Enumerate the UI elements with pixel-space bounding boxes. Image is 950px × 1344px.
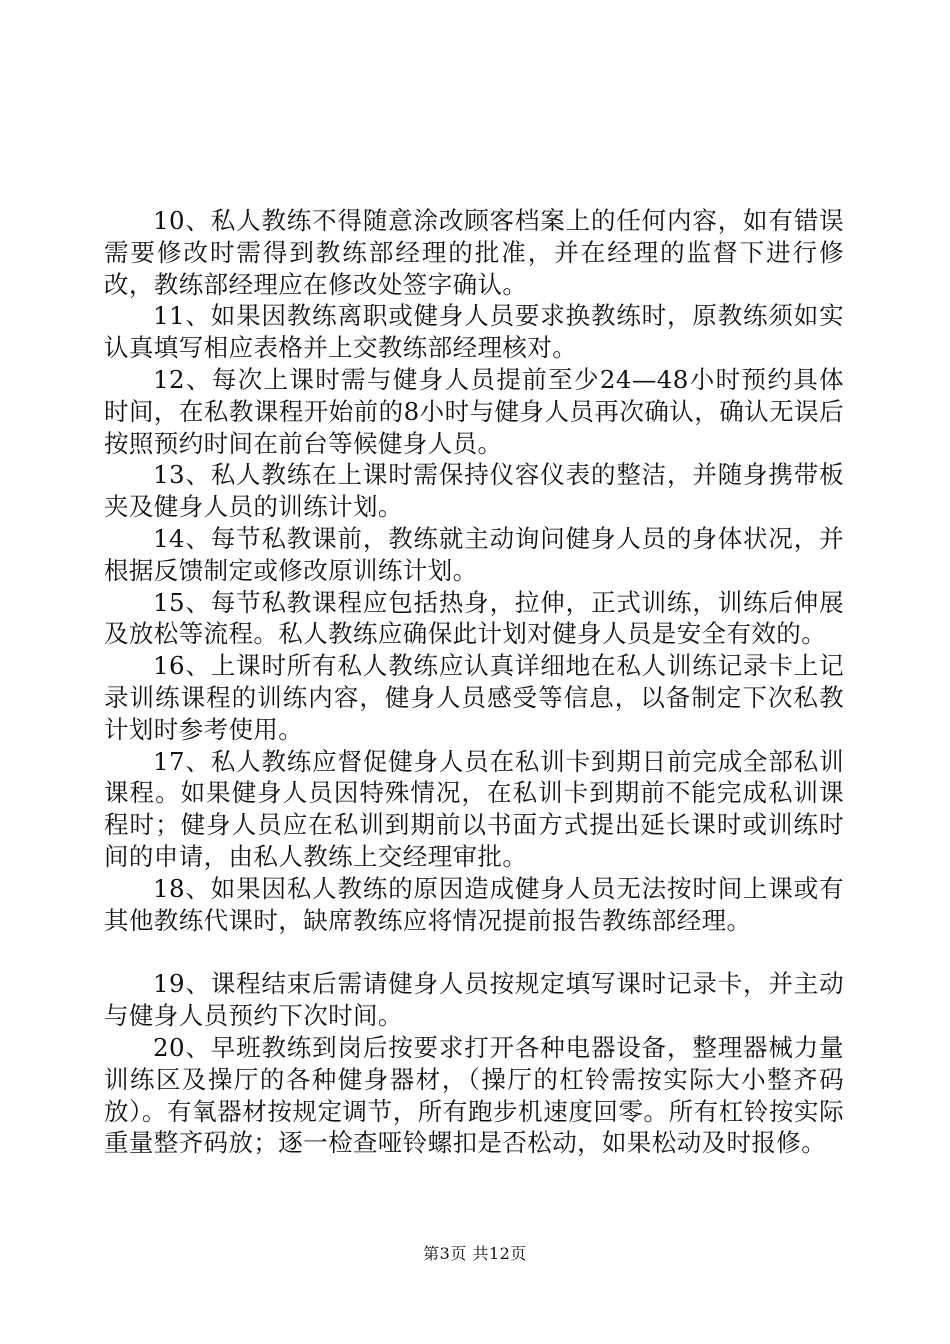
- page-footer: [0, 1244, 950, 1264]
- paragraph-15: 15、每节私教课程应包括热身，拉伸，正式训练，训练后伸展及放松等流程。私人教练应确保此计划对健身人员是安全有效的。: [104, 587, 844, 649]
- document-body: [104, 205, 844, 1159]
- paragraph-18: 18、如果因私人教练的原因造成健身人员无法按时间上课或有其他教练代课时，缺席教练应将情况提前报告教练部经理。: [104, 873, 844, 935]
- paragraph-12: 12、每次上课时需与健身人员提前至少24—48小时预约具体时间，在私教课程开始前的8小时与健身人员再次确认，确认无误后按照预约时间在前台等候健身人员。: [104, 364, 844, 458]
- paragraph-10: 10、私人教练不得随意涂改顾客档案上的任何内容，如有错误需要修改时需得到教练部经理的批准，并在经理的监督下进行修改，教练部经理应在修改处签字确认。: [104, 206, 844, 299]
- paragraph-14: 14、每节私教课前，教练就主动询问健身人员的身体状况，并根据反馈制定或修改原训练计划。: [104, 523, 844, 585]
- paragraph-13: 13、私人教练在上课时需保持仪容仪表的整洁，并随身携带板夹及健身人员的训练计划。: [104, 460, 844, 522]
- paragraph-11: 11、如果因教练离职或健身人员要求换教练时，原教练须如实认真填写相应表格并上交教练部经理核对。: [104, 301, 844, 363]
- paragraph-20: 20、早班教练到岗后按要求打开各种电器设备，整理器械力量训练区及操厅的各种健身器材，（操厅的杠铃需按实际大小整齐码放）。有氧器材按规定调节，所有跑步机速度回零。所有杠铃按实际重量整齐码放；逐一检查哑铃螺扣是否松动，如果松动及时报修。: [104, 1032, 844, 1158]
- page-number-label: 第3页 共12页: [423, 1244, 527, 1263]
- paragraph-16: 16、上课时所有私人教练应认真详细地在私人训练记录卡上记录训练课程的训练内容，健身人员感受等信息，以备制定下次私教计划时参考使用。: [104, 651, 844, 744]
- paragraph-19: 19、课程结束后需请健身人员按规定填写课时记录卡，并主动与健身人员预约下次时间。: [104, 969, 844, 1031]
- paragraph-17: 17、私人教练应督促健身人员在私训卡到期日前完成全部私训课程。如果健身人员因特殊情况，在私训卡到期前不能完成私训课程时；健身人员应在私训到期前以书面方式提出延长课时或训练时间的申请，由私人教练上交经理审批。: [104, 746, 844, 871]
